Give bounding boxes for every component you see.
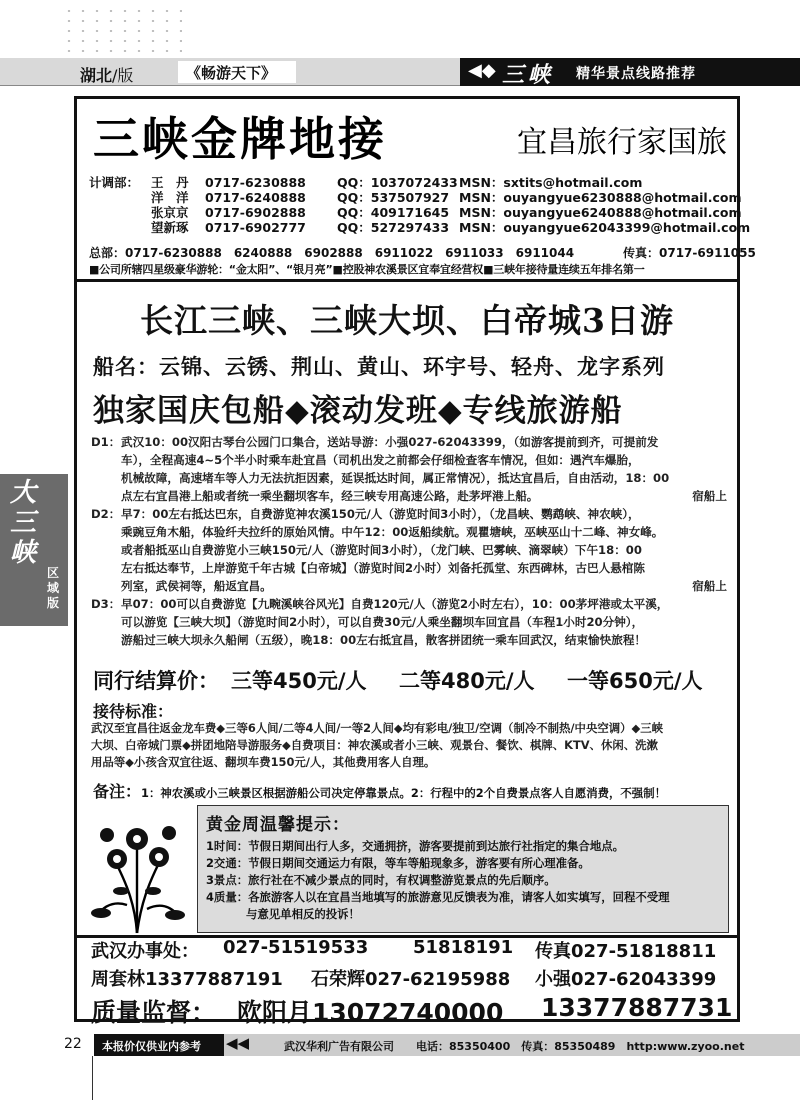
footer-contacts: [91, 937, 731, 1029]
standard-heading: 接待标准：: [93, 702, 174, 721]
tour-slogan: 独家国庆包船◆滚动发班◆专线旅游船: [93, 393, 623, 429]
decorative-dots: [62, 6, 182, 56]
disclaimer: 本报价仅供业内参考: [94, 1034, 224, 1056]
magazine-name: 《畅游天下》: [178, 61, 296, 83]
itinerary-line: D2：早7：00左右抵达巴东，自费游览神农溪150元/人（游览时间3小时），（龙昌峡、鹦鹉峡、神农峡），: [91, 507, 640, 521]
standard-text: 武汉至宜昌往返金龙车费◆三等6人间/二等4人间/一等2人间◆均有彩电/独卫/空调（制冷不制热/中央空调）◆三峡 大坝、白帝城门票◆拼团地陪导游服务◆自费项目：神农溪或者小三峡、观景台、餐饮、棋牌、KTV、休闲、洗漱 用品等◆小孩含双宜往返、翻坝车费150元/人，其他费用客人自理。: [91, 721, 664, 769]
arrow-icon: ◀◆: [468, 60, 496, 81]
page-number: 22: [64, 1036, 82, 1052]
tips-line: 4质量：各旅游客人以在宜昌当地填写的旅游意见反馈表为准，请客人如实填写，回程不受理: [206, 890, 670, 904]
staff-row: 周套林13377887191 石荣辉027-62195988 小强027-62043399: [91, 969, 717, 990]
quality-row: 质量监督： 欧阳月13072740000 13377887731: [91, 993, 733, 1027]
itinerary-line: 车），全程高速4~5个半小时乘车赴宜昌（司机出发之前都会仔细检查客车情况，但如：遇汽车爆胎，: [121, 453, 640, 467]
divider: [92, 1056, 93, 1100]
flower-icon: [87, 805, 187, 935]
tips-line: 1时间：节假日期间出行人多，交通拥挤，游客要提前到达旅行社指定的集合地点。: [206, 839, 624, 853]
divider: [77, 279, 737, 282]
itinerary-line: D3：早07：00可以自费游览【九畹溪峡谷风光】自费120元/人（游览2小时左右），10：00茅坪港或太平溪，: [91, 597, 669, 611]
page-header: [0, 58, 800, 86]
publisher-info: 武汉华利广告有限公司 电话：85350400 传真：85350489 http:www.zyoo.net: [284, 1040, 745, 1053]
itinerary-line: 点左右宜昌港上船或者统一乘坐翻坝客车，经三峡专用高速公路，赴茅坪港上船。 宿船上: [121, 489, 727, 503]
side-tab: [0, 474, 68, 626]
header-recommend-banner: [460, 58, 800, 86]
tour-title: 长江三峡、三峡大坝、白帝城3日游: [140, 301, 674, 340]
office-row: 武汉办事处： 027-51519533 51818191 传真027-51818811: [91, 937, 717, 962]
tips-line: 2交通：节假日期间交通运力有限，等车等船现象多，游客要有所心理准备。: [206, 856, 590, 870]
recommend-text: 精华景点线路推荐: [576, 66, 696, 82]
ship-names: 船名：云锦、云锈、荆山、黄山、环宇号、轻舟、龙字系列: [93, 355, 665, 379]
region-label: 湖北/版: [80, 66, 134, 85]
agency-subtitle: 宜昌旅行家国旅: [517, 125, 727, 160]
itinerary-line: 机械故障，高速堵车等人力无法抗拒因素，延误抵达时间，属正常情况），抵达宜昌后，自由活动，18：00: [121, 471, 670, 485]
tips-line: 3景点：旅行社在不减少景点的同时，有权调整游览景点的先后顺序。: [206, 873, 556, 887]
arrow-icon: ◀◀: [226, 1034, 250, 1052]
itinerary: [91, 433, 727, 649]
side-tab-subtitle: 区域版: [46, 566, 59, 610]
itinerary-line: 左右抵达奉节，上岸游览千年古城【白帝城】（游览时间2小时）刘备托孤堂、东西碑林，古巴人悬棺陈: [121, 561, 645, 575]
agency-title: 三峡金牌地接: [93, 112, 387, 166]
itinerary-line: 或者船抵巫山自费游览小三峡150元/人（游览时间3小时），（龙门峡、巴雾峡、滴翠峡）下午18：00: [121, 543, 642, 557]
side-tab-title: 大三峡: [9, 478, 36, 568]
company-notice: ■公司所辖四星级豪华游轮：“金太阳”、“银月亮”■控股神农溪景区宜奉宜经营权■三峡年接待量连续五年排名第一: [89, 263, 645, 276]
itinerary-line: 可以游览【三峡大坝】（游览时间2小时），可以自费30元/人乘坐翻坝车回宜昌（车程1小时20分钟），: [121, 615, 644, 629]
sanxia-logo: 三峡: [502, 62, 555, 88]
itinerary-line: 乘豌豆角木船，体验纤夫拉纤的原始风情。中午12：00返船续航。观瞿塘峡，巫峡巫山十二峰、神女峰。: [121, 525, 664, 539]
tips-line: 与意见单相反的投诉！: [246, 907, 360, 921]
itinerary-line: 游船过三峡大坝永久船闸（五级），晚18：00左右抵宜昌，散客拼团统一乘车回武汉，结束愉快旅程！: [121, 633, 647, 647]
advert-box: 三峡金牌地接 宜昌旅行家国旅 计调部： 王 丹 0717-6230888 QQ：1037072433 MSN：sxtits@hotmail.com 洋 洋 0717-6240888 QQ：537507927 MSN：ouyangyue6230888@hotmail.com 张京京 0717-6902888 QQ：409171645 MSN：ouyangyue6240888@hotmail.com 望新琢 0717-6902777 QQ：527297433 MSN：ouyangyue62043399@hotmail.com 总部：0717-6230888 6240888 6902888 6911022 6911033 6911044 传真：0717-6911055 ■公司所辖四星级豪华游轮：“金太阳”、“银月亮”■控股神农溪景区宜奉宜经营权■三峡年接待量连续五年排名第一 长江三峡、三峡大坝、白帝城3日游 船名：云锦、云锈、荆山、黄山、环宇号、轻舟、龙字系列 独家国庆包船◆滚动发班◆专线旅游船 D1：武汉10：00汉阳古琴台公园门口集合，送站导游：小强027-62043399，（如游客提前到齐，可提前发 车），全程高速4~5个半小时乘车赴宜昌（司机出发之前都会仔细检查客车情况，但如：遇汽车爆胎， 机械故障，高速堵车等人力无法抗拒因素，延误抵达时间，属正常情况），抵达宜昌后，自由活动，18：00 点左右宜昌港上船或者统一乘坐翻坝客车，经三峡专用高速公路，赴茅坪港上船。 宿船上 D2：早7：00左右抵达巴东，自费游览神农溪150元/人（游览时间3小时），（龙昌峡、鹦鹉峡、神农峡）， 乘豌豆角木船，体验纤夫拉纤的原始风情。中午12：00返船续航。观瞿塘峡，巫峡巫山十二峰、神女峰。 或者船抵巫山自费游览小三峡150元/人（游览时间3小时），（龙门峡、巴雾峡、滴翠峡）下午18：00 左右抵达奉节，上岸游览千年古城【白帝城】（游览时间2小时）刘备托孤堂、东西碑林，古巴人悬棺陈 列室，武侯祠等，船返宜昌。 宿船上 D3：早07：00可以自费游览【九畹溪峡谷风光】自费120元/人（游览2小时左右），10：00茅坪港或太平溪， 可以游览【三峡大坝】（游览时间2小时），可以自费30元/人乘坐翻坝车回宜昌（车程1小时20分钟）， 游船过三峡大坝永久船闸（五级），晚18：00左右抵宜昌，散客拼团统一乘车回武汉，结束愉快旅程！ 同行结算价： 三等450元/人 二等480元/人 一等650元/人 接待标准： 武汉至宜昌往返金龙车费◆三等6人间/二等4人间/一等2人间◆均有彩电/独卫/空调（制冷不制热/中央空调）◆三峡 大坝、白帝城门票◆拼团地陪导游服务◆自费项目：神农溪或者小三峡、观景台、餐饮、棋牌、KTV、休闲、洗漱 用品等◆小孩含双宜往返、翻坝车费150元/人，其他费用客人自理。 备注：1：神农溪或小三峡景区根据游船公司决定停靠景点。2：行程中的2个自费景点客人自愿消费，不强制！ 黄金周温馨提示： 1时间：节假日期间出行人多，交通拥挤，游客要提前到达旅行社指定的集合地点。 2交通：节假日期间交通运力有限，等车等船现象多，游客要有所心理准备。 3景点：旅行社在不减少景点的同时，有权调整游览景点的先后顺序。 4质量：各旅游客人以在宜昌当地填写的旅游意见反馈表为准，请客人如实填写，回程不受理 与意见单相反的投诉！ 武汉办事处： 027-51519533 51818191 传真027-51818811 周套林13377887191 石荣辉027-62195988 小强027-62043399 质量监督： 欧阳月13072740000 13377887731: [74, 96, 740, 1022]
headquarters-phones: 总部：0717-6230888 6240888 6902888 6911022 6911033 6911044 传真：0717-6911055: [89, 246, 756, 260]
holiday-tips: [197, 805, 729, 933]
remark: 备注：1：神农溪或小三峡景区根据游船公司决定停靠景点。2：行程中的2个自费景点客人自愿消费，不强制！: [93, 782, 666, 801]
tips-heading: 黄金周温馨提示：: [206, 815, 350, 835]
itinerary-line: 列室，武侯祠等，船返宜昌。 宿船上: [121, 579, 727, 593]
itinerary-line: D1：武汉10：00汉阳古琴台公园门口集合，送站导游：小强027-62043399，（如游客提前到齐，可提前发: [91, 435, 659, 449]
